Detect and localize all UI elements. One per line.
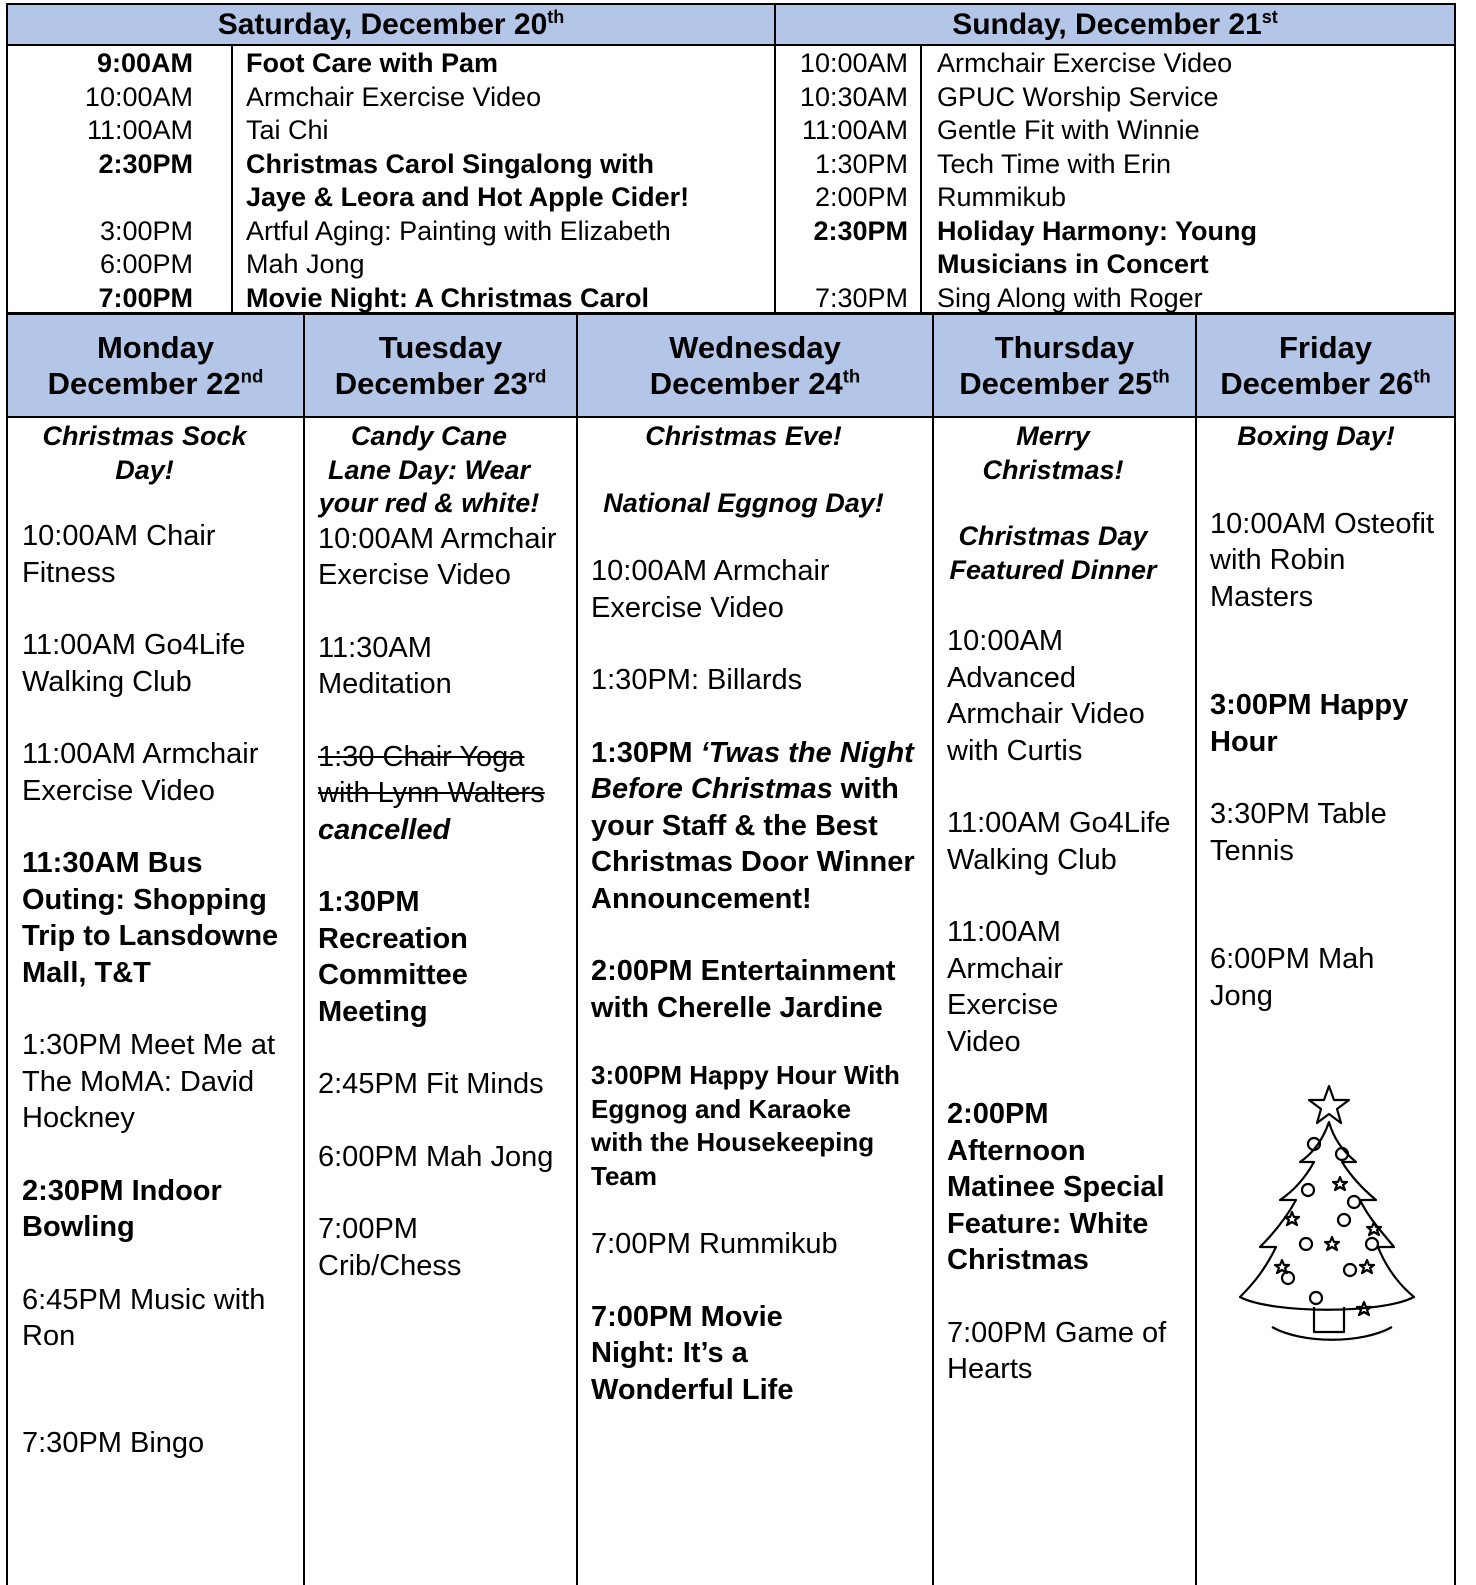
sunday-activity: Musicians in Concert (937, 249, 1209, 279)
sunday-row (0, 281, 1476, 315)
grid-line (1454, 3, 1456, 1585)
friday-column (1210, 420, 1445, 1014)
sunday-row (0, 247, 1476, 281)
wednesday-item: 10:00AM Armchair Exercise Video (591, 555, 830, 624)
wednesday-item: 3:00PM Happy Hour With Eggnog and Karaoke with the Housekeeping Team (591, 1060, 900, 1191)
wednesday-header (578, 315, 932, 417)
wednesday-item: 7:00PM Rummikub (591, 1228, 838, 1260)
saturday-header (8, 5, 774, 45)
grid-line (6, 3, 1456, 5)
sunday-time: 1:30PM (814, 148, 908, 179)
saturday-activity: Foot Care with Pam (246, 48, 499, 78)
saturday-time: 7:00PM (98, 282, 193, 313)
sunday-header-suffix: st (1261, 7, 1278, 27)
tuesday-header (305, 315, 576, 417)
monday-item: 11:00AM Armchair Exercise Video (22, 738, 259, 807)
sunday-activity: Tech Time with Erin (937, 148, 1172, 179)
saturday-activity: Movie Night: A Christmas Carol (246, 282, 650, 313)
thursday-item: 2:00PM Afternoon Matinee Special Feature: White Christmas (947, 1098, 1165, 1276)
monday-item: 10:00AM Chair Fitness (22, 520, 216, 589)
saturday-activity: Mah Jong (246, 249, 365, 279)
wednesday-item: 2:00PM Entertainment with Cherelle Jardine (591, 955, 896, 1024)
sunday-time: 10:30AM (799, 81, 908, 112)
monday-header (8, 315, 303, 417)
tuesday-item: 11:30AM Meditation (318, 631, 452, 700)
thursday-header (934, 315, 1195, 417)
monday-item: 11:00AM Go4Life Walking Club (22, 629, 246, 698)
sunday-row (0, 113, 1476, 147)
saturday-time: 9:00AM (96, 48, 193, 78)
sunday-time: 2:30PM (813, 215, 908, 246)
tuesday-day: Tuesday (378, 330, 503, 365)
friday-item: 3:00PM Happy Hour (1210, 689, 1409, 758)
monday-item: 7:30PM Bingo (22, 1426, 205, 1459)
grid-line (774, 3, 776, 314)
tuesday-column (318, 420, 563, 1284)
saturday-activity: Christmas Carol Singalong with (246, 148, 655, 179)
tuesday-item: 6:00PM Mah Jong (318, 1140, 554, 1173)
tuesday-item: 10:00AM Armchair Exercise Video (318, 522, 557, 591)
thursday-theme: Merry Christmas! (982, 421, 1124, 485)
friday-date: December 26th (1220, 365, 1431, 401)
friday-item: 10:00AM Osteofit with Robin Masters (1210, 507, 1435, 613)
saturday-time: 11:00AM (86, 115, 193, 145)
sunday-activity: Gentle Fit with Winnie (937, 115, 1200, 145)
sunday-row (0, 80, 1476, 114)
monday-column (22, 420, 287, 1461)
friday-item: 6:00PM Mah Jong (1210, 943, 1375, 1012)
sunday-row (0, 46, 1476, 80)
wednesday-item: 7:00PM Movie Night: It’s a Wonderful Life (591, 1300, 794, 1406)
wednesday-item: 1:30PM ‘Twas the Night Before Christmas with your Staff & the Best Christmas Door Winner Announcement! (591, 736, 915, 915)
saturday-time: 2:30PM (98, 148, 193, 179)
sunday-time: 7:30PM (814, 282, 908, 313)
wednesday-column (591, 420, 921, 1408)
tuesday-theme: Candy Cane Lane Day: Wear your red & white! (318, 421, 540, 518)
thursday-item: 7:00PM Game of Hearts (947, 1316, 1167, 1385)
grid-line (6, 416, 1456, 418)
grid-line (920, 44, 922, 314)
monday-item: 6:45PM Music with Ron (22, 1283, 266, 1352)
christmas-tree-icon (1232, 1082, 1422, 1357)
grid-line (6, 3, 8, 1585)
sunday-row (0, 147, 1476, 181)
grid-line (1195, 313, 1197, 1585)
saturday-time: 6:00PM (99, 249, 193, 279)
sunday-time: 11:00AM (801, 115, 908, 145)
saturday-time: 10:00AM (84, 81, 193, 112)
sunday-activity: GPUC Worship Service (937, 81, 1219, 112)
thursday-day: Thursday (994, 330, 1135, 365)
wednesday-date: December 24th (649, 365, 861, 401)
sunday-row (0, 214, 1476, 248)
grid-line (303, 313, 305, 1585)
friday-theme: Boxing Day! (1237, 421, 1395, 451)
thursday-theme-2: Christmas Day Featured Dinner (949, 521, 1157, 585)
grid-line (6, 44, 1456, 46)
monday-day: Monday (96, 330, 215, 365)
monday-theme: Christmas Sock Day! (42, 421, 247, 485)
wednesday-item: 1:30PM: Billards (591, 664, 803, 696)
thursday-date: December 25th (959, 365, 1170, 401)
friday-header (1197, 315, 1454, 417)
monday-item: 11:30AM Bus Outing: Shopping Trip to Lansdowne Mall, T&T (22, 847, 279, 989)
sunday-header-text: Sunday, December 21 (952, 8, 1262, 41)
saturday-activity: Jaye & Leora and Hot Apple Cider! (246, 182, 690, 212)
tuesday-item: 1:30 Chair Yoga with Lynn Walters (318, 740, 545, 809)
friday-item: 3:30PM Table Tennis (1210, 798, 1387, 867)
saturday-activity: Artful Aging: Painting with Elizabeth (246, 215, 671, 246)
sunday-time: 2:00PM (814, 182, 908, 212)
grid-line (932, 313, 934, 1585)
saturday-time: 3:00PM (99, 215, 193, 246)
thursday-item: 11:00AM Armchair Exercise Video (947, 916, 1064, 1058)
saturday-header-text: Saturday, December 20 (217, 8, 548, 41)
sunday-activity: Sing Along with Roger (937, 282, 1203, 313)
monday-item: 2:30PM Indoor Bowling (22, 1174, 222, 1243)
sunday-header (776, 5, 1454, 45)
grid-line (231, 44, 233, 314)
tuesday-item: 2:45PM Fit Minds (318, 1068, 544, 1100)
wednesday-theme: Christmas Eve! (645, 421, 842, 451)
thursday-column (947, 420, 1182, 1388)
saturday-activity: Armchair Exercise Video (246, 81, 542, 112)
monday-item: 1:30PM Meet Me at The MoMA: David Hockney (22, 1029, 276, 1134)
wednesday-theme-2: National Eggnog Day! (603, 487, 884, 518)
saturday-header-suffix: th (547, 7, 565, 27)
wednesday-day: Wednesday (669, 330, 841, 365)
saturday-activity: Tai Chi (246, 115, 329, 145)
tuesday-item: 7:00PM Crib/Chess (318, 1213, 462, 1282)
tuesday-date: December 23rd (334, 365, 547, 401)
tuesday-item: 1:30PM Recreation Committee Meeting (318, 886, 468, 1028)
sunday-activity: Rummikub (937, 182, 1067, 212)
sunday-activity: Armchair Exercise Video (937, 48, 1233, 78)
tuesday-item: cancelled (318, 813, 451, 846)
grid-line (576, 313, 578, 1585)
friday-day: Friday (1278, 330, 1373, 365)
thursday-item: 11:00AM Go4Life Walking Club (947, 807, 1171, 876)
thursday-item: 10:00AM Advanced Armchair Video with Curtis (947, 625, 1145, 767)
sunday-activity: Holiday Harmony: Young (937, 215, 1258, 246)
grid-line (6, 312, 1456, 315)
sunday-row (0, 180, 1476, 214)
monday-date: December 22nd (47, 365, 264, 401)
sunday-time: 10:00AM (799, 48, 908, 78)
